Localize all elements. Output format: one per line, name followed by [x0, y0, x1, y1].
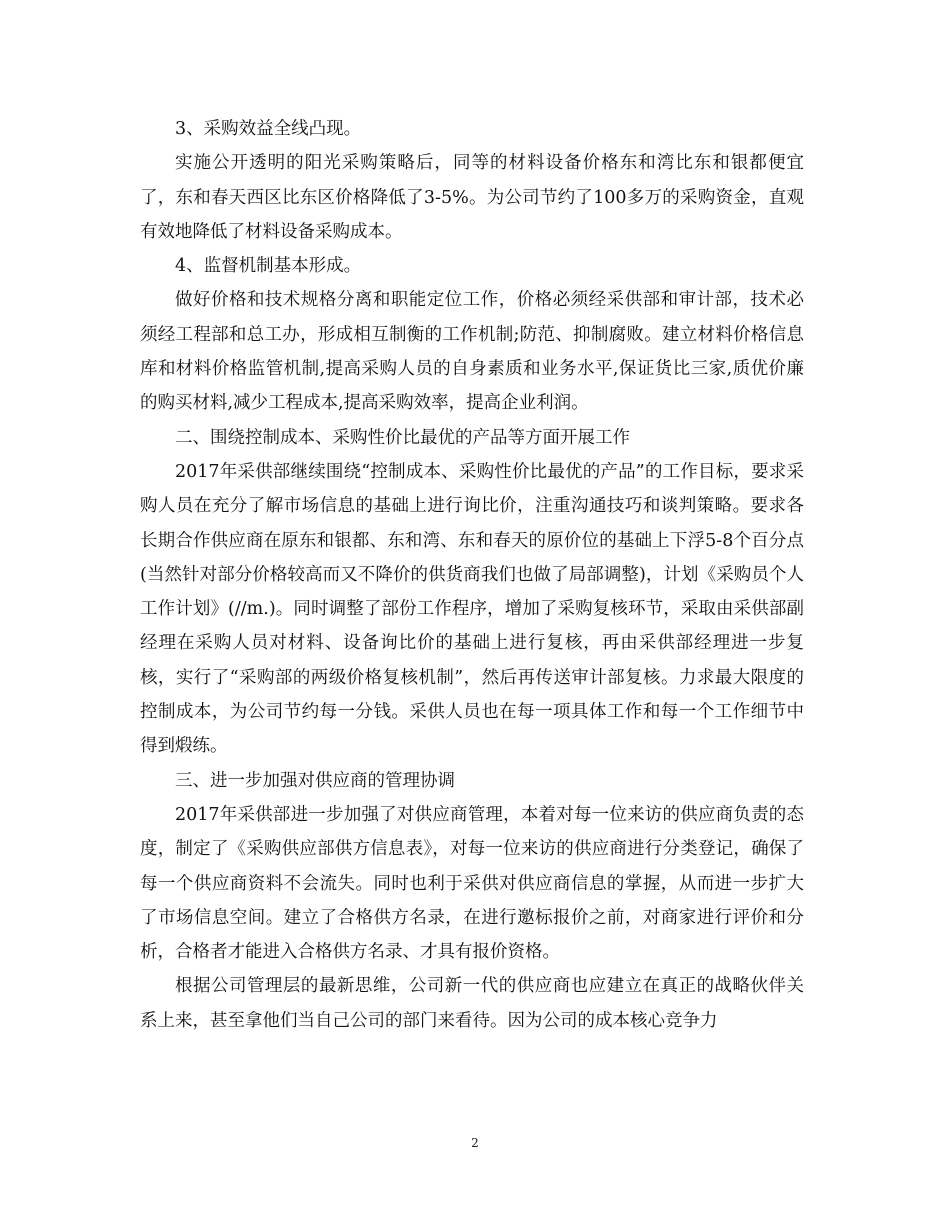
paragraph-7: 三、进一步加强对供应商的管理协调: [175, 770, 455, 791]
paragraph-3: 4、监督机制基本形成。: [175, 256, 362, 277]
paragraph-8: 2017年采供部进一步加强了对供应商管理，本着对每一位来访的供应商负责的态度，制定了《采购供应部供方信息表》，对每一位来访的供应商进行分类登记，确保了每一个供应商资料不会流失。同时也利于采供对供应商信息的掌握，从而进一步扩大了市场信息空间。建立了合格供方名录，在进行邀标报价之前，对商家进行评价和分析，合格者才能进入合格供方名录、才具有报价资格。: [140, 804, 804, 963]
document-body: [140, 112, 804, 1038]
paragraph-1: 3、采购效益全线凸现。: [175, 119, 362, 139]
paragraph-9: 根据公司管理层的最新思维，公司新一代的供应商也应建立在真正的战略伙伴关系上来，甚至拿他们当自己公司的部门来看待。因为公司的成本核心竞争力: [140, 976, 804, 1031]
paragraph-2: 实施公开透明的阳光采购策略后，同等的材料设备价格东和湾比东和银都便宜了，东和春天西区比东区价格降低了3-5%。为公司节约了100多万的采购资金，直观有效地降低了材料设备采购成本。: [140, 153, 804, 242]
paragraph-6: 2017年采供部继续围绕“控制成本、采购性价比最优的产品”的工作目标，要求采购人员在充分了解市场信息的基础上进行询比价，注重沟通技巧和谈判策略。要求各长期合作供应商在原东和银都、东和湾、东和春天的原价位的基础上下浮5-8个百分点(当然针对部分价格较高而又不降价的供货商我们也做了局部调整)，计划《采购员个人工作计划》(//m.)。同时调整了部份工作程序，增加了采购复核环节，采取由采供部副经理在采购人员对材料、设备询比价的基础上进行复核，再由采供部经理进一步复核，实行了“采购部的两级价格复核机制”，然后再传送审计部复核。力求最大限度的控制成本，为公司节约每一分钱。采供人员也在每一项具体工作和每一个工作细节中得到煅练。: [140, 461, 804, 757]
paragraph-4: 做好价格和技术规格分离和职能定位工作，价格必须经采供部和审计部，技术必须经工程部和总工办，形成相互制衡的工作机制;防范、抑制腐败。建立材料价格信息库和材料价格监管机制,提高采购人员的自身素质和业务水平,保证货比三家,质优价廉的购买材料,减少工程成本,提高采购效率，提高企业利润。: [140, 290, 804, 414]
paragraph-5: 二、围绕控制成本、采购性价比最优的产品等方面开展工作: [175, 427, 630, 448]
page-number: 2: [471, 1136, 479, 1150]
